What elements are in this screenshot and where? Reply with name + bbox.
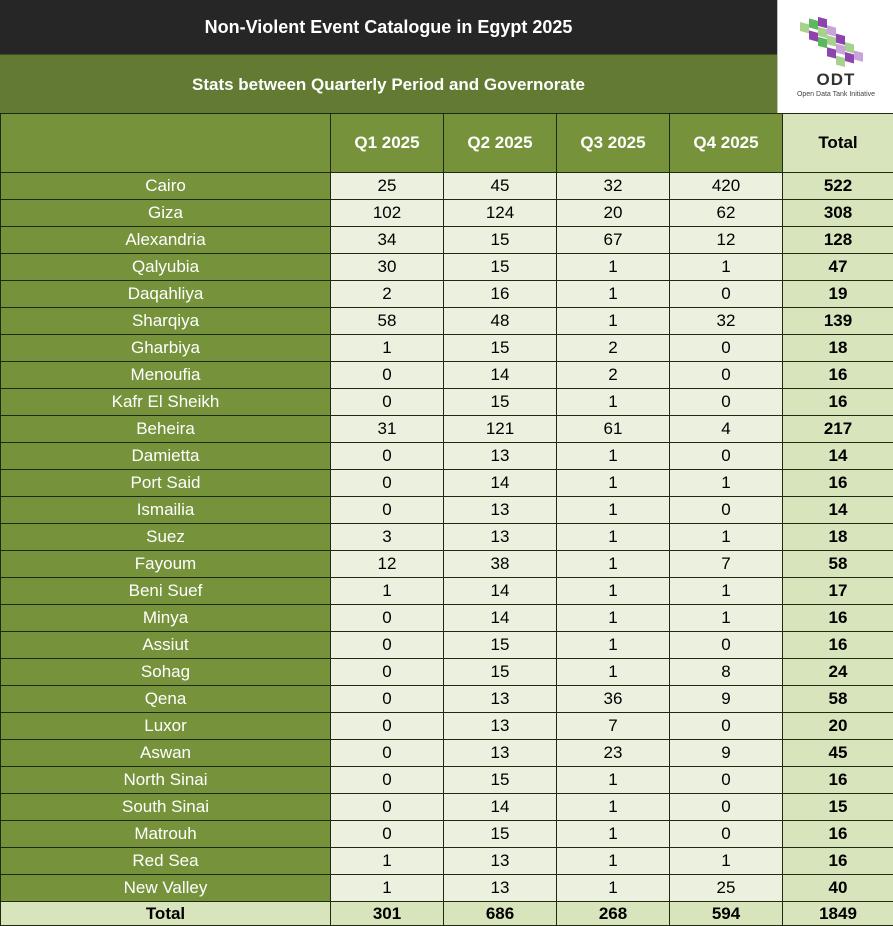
governorate-name: Red Sea bbox=[1, 848, 331, 875]
value-cell-q1: 0 bbox=[331, 794, 444, 821]
value-cell-q4: 0 bbox=[670, 362, 783, 389]
value-cell-q2: 15 bbox=[444, 389, 557, 416]
value-cell-q4: 1 bbox=[670, 848, 783, 875]
governorate-name: Ismailia bbox=[1, 497, 331, 524]
data-table bbox=[0, 113, 893, 926]
value-cell-q2: 15 bbox=[444, 254, 557, 281]
value-cell-q4: 1 bbox=[670, 578, 783, 605]
governorate-name: Assiut bbox=[1, 632, 331, 659]
value-cell-q3: 36 bbox=[557, 686, 670, 713]
value-cell-q1: 0 bbox=[331, 632, 444, 659]
table-row bbox=[1, 875, 893, 902]
value-cell-q4: 0 bbox=[670, 443, 783, 470]
row-total-cell: 308 bbox=[783, 200, 893, 227]
value-cell-q2: 14 bbox=[444, 362, 557, 389]
governorate-name: Beni Suef bbox=[1, 578, 331, 605]
logo-cube bbox=[818, 17, 827, 28]
value-cell-q3: 1 bbox=[557, 794, 670, 821]
table-row bbox=[1, 605, 893, 632]
value-cell-q2: 45 bbox=[444, 173, 557, 200]
col-header-q1: Q1 2025 bbox=[331, 114, 444, 173]
governorate-name: Kafr El Sheikh bbox=[1, 389, 331, 416]
table-row bbox=[1, 578, 893, 605]
governorate-name: Luxor bbox=[1, 713, 331, 740]
value-cell-q1: 1 bbox=[331, 848, 444, 875]
col-header-q3: Q3 2025 bbox=[557, 114, 670, 173]
value-cell-q3: 1 bbox=[557, 767, 670, 794]
logo-cube bbox=[818, 37, 827, 48]
value-cell-q3: 61 bbox=[557, 416, 670, 443]
table-row bbox=[1, 632, 893, 659]
value-cell-q1: 2 bbox=[331, 281, 444, 308]
value-cell-q1: 0 bbox=[331, 740, 444, 767]
value-cell-q4: 8 bbox=[670, 659, 783, 686]
row-total-cell: 19 bbox=[783, 281, 893, 308]
value-cell-q3: 32 bbox=[557, 173, 670, 200]
value-cell-q4: 0 bbox=[670, 497, 783, 524]
table-row bbox=[1, 524, 893, 551]
governorate-name: Matrouh bbox=[1, 821, 331, 848]
value-cell-q1: 0 bbox=[331, 362, 444, 389]
value-cell-q3: 1 bbox=[557, 659, 670, 686]
title-bar bbox=[0, 0, 777, 54]
value-cell-q3: 1 bbox=[557, 821, 670, 848]
corner-cell bbox=[1, 114, 331, 173]
governorate-name: Suez bbox=[1, 524, 331, 551]
col-header-q2: Q2 2025 bbox=[444, 114, 557, 173]
table-row bbox=[1, 416, 893, 443]
table-row bbox=[1, 497, 893, 524]
table-row bbox=[1, 335, 893, 362]
governorate-name: Aswan bbox=[1, 740, 331, 767]
governorate-name: Alexandria bbox=[1, 227, 331, 254]
row-total-cell: 16 bbox=[783, 848, 893, 875]
value-cell-q2: 15 bbox=[444, 227, 557, 254]
value-cell-q3: 1 bbox=[557, 551, 670, 578]
value-cell-q2: 38 bbox=[444, 551, 557, 578]
governorate-name: Qalyubia bbox=[1, 254, 331, 281]
header-row bbox=[1, 114, 893, 173]
governorate-name: Fayoum bbox=[1, 551, 331, 578]
value-cell-q2: 124 bbox=[444, 200, 557, 227]
table-row bbox=[1, 713, 893, 740]
row-total-cell: 47 bbox=[783, 254, 893, 281]
value-cell-q3: 1 bbox=[557, 578, 670, 605]
logo-cube bbox=[827, 47, 836, 58]
logo-cube bbox=[827, 35, 836, 46]
value-cell-q3: 1 bbox=[557, 281, 670, 308]
value-cell-q1: 34 bbox=[331, 227, 444, 254]
value-cell-q4: 1 bbox=[670, 605, 783, 632]
row-total-cell: 58 bbox=[783, 551, 893, 578]
table-row bbox=[1, 767, 893, 794]
table-row bbox=[1, 686, 893, 713]
value-cell-q3: 23 bbox=[557, 740, 670, 767]
row-total-cell: 522 bbox=[783, 173, 893, 200]
table-row bbox=[1, 821, 893, 848]
table-row bbox=[1, 551, 893, 578]
governorate-name: Giza bbox=[1, 200, 331, 227]
value-cell-q3: 67 bbox=[557, 227, 670, 254]
table-row bbox=[1, 740, 893, 767]
value-cell-q1: 0 bbox=[331, 470, 444, 497]
row-total-cell: 15 bbox=[783, 794, 893, 821]
value-cell-q4: 1 bbox=[670, 470, 783, 497]
row-total-cell: 20 bbox=[783, 713, 893, 740]
value-cell-q1: 1 bbox=[331, 578, 444, 605]
value-cell-q2: 13 bbox=[444, 875, 557, 902]
value-cell-q2: 13 bbox=[444, 497, 557, 524]
governorate-name: Damietta bbox=[1, 443, 331, 470]
logo-cube bbox=[845, 52, 854, 63]
value-cell-q2: 14 bbox=[444, 578, 557, 605]
value-cell-q1: 0 bbox=[331, 659, 444, 686]
table-row bbox=[1, 308, 893, 335]
total-row-label: Total bbox=[1, 902, 331, 926]
value-cell-q4: 9 bbox=[670, 686, 783, 713]
total-q4: 594 bbox=[670, 902, 783, 926]
value-cell-q2: 14 bbox=[444, 605, 557, 632]
value-cell-q1: 102 bbox=[331, 200, 444, 227]
total-q3: 268 bbox=[557, 902, 670, 926]
value-cell-q4: 0 bbox=[670, 335, 783, 362]
value-cell-q2: 13 bbox=[444, 524, 557, 551]
value-cell-q4: 9 bbox=[670, 740, 783, 767]
row-total-cell: 18 bbox=[783, 524, 893, 551]
table-row bbox=[1, 173, 893, 200]
value-cell-q1: 0 bbox=[331, 767, 444, 794]
governorate-name: South Sinai bbox=[1, 794, 331, 821]
value-cell-q3: 1 bbox=[557, 605, 670, 632]
col-header-q4: Q4 2025 bbox=[670, 114, 783, 173]
row-total-cell: 139 bbox=[783, 308, 893, 335]
row-total-cell: 16 bbox=[783, 605, 893, 632]
value-cell-q4: 62 bbox=[670, 200, 783, 227]
value-cell-q1: 25 bbox=[331, 173, 444, 200]
value-cell-q1: 3 bbox=[331, 524, 444, 551]
logo-name: ODT bbox=[778, 70, 893, 90]
governorate-name: Beheira bbox=[1, 416, 331, 443]
value-cell-q4: 420 bbox=[670, 173, 783, 200]
logo-cube bbox=[845, 42, 854, 53]
value-cell-q3: 1 bbox=[557, 497, 670, 524]
value-cell-q2: 13 bbox=[444, 740, 557, 767]
table-body bbox=[1, 173, 893, 902]
logo-cube bbox=[836, 34, 845, 45]
governorate-name: New Valley bbox=[1, 875, 331, 902]
governorate-name: Gharbiya bbox=[1, 335, 331, 362]
value-cell-q4: 0 bbox=[670, 389, 783, 416]
row-total-cell: 16 bbox=[783, 389, 893, 416]
value-cell-q2: 13 bbox=[444, 848, 557, 875]
value-cell-q1: 1 bbox=[331, 875, 444, 902]
row-total-cell: 18 bbox=[783, 335, 893, 362]
governorate-name: Minya bbox=[1, 605, 331, 632]
logo-cube bbox=[836, 44, 845, 55]
value-cell-q3: 1 bbox=[557, 470, 670, 497]
value-cell-q1: 0 bbox=[331, 497, 444, 524]
governorate-name: Sohag bbox=[1, 659, 331, 686]
row-total-cell: 217 bbox=[783, 416, 893, 443]
value-cell-q2: 15 bbox=[444, 335, 557, 362]
row-total-cell: 16 bbox=[783, 767, 893, 794]
governorate-name: Daqahliya bbox=[1, 281, 331, 308]
value-cell-q2: 15 bbox=[444, 821, 557, 848]
row-total-cell: 14 bbox=[783, 443, 893, 470]
value-cell-q3: 1 bbox=[557, 875, 670, 902]
value-cell-q4: 12 bbox=[670, 227, 783, 254]
total-row bbox=[1, 902, 893, 926]
value-cell-q3: 7 bbox=[557, 713, 670, 740]
value-cell-q4: 0 bbox=[670, 632, 783, 659]
value-cell-q4: 0 bbox=[670, 821, 783, 848]
value-cell-q4: 0 bbox=[670, 767, 783, 794]
value-cell-q1: 30 bbox=[331, 254, 444, 281]
value-cell-q3: 2 bbox=[557, 362, 670, 389]
grand-total: 1849 bbox=[783, 902, 893, 926]
value-cell-q2: 15 bbox=[444, 767, 557, 794]
value-cell-q4: 25 bbox=[670, 875, 783, 902]
governorate-name: Port Said bbox=[1, 470, 331, 497]
value-cell-q1: 0 bbox=[331, 713, 444, 740]
value-cell-q2: 14 bbox=[444, 470, 557, 497]
logo-cube bbox=[827, 25, 836, 36]
value-cell-q2: 15 bbox=[444, 632, 557, 659]
value-cell-q4: 0 bbox=[670, 794, 783, 821]
table-row bbox=[1, 200, 893, 227]
table-row bbox=[1, 443, 893, 470]
value-cell-q2: 14 bbox=[444, 794, 557, 821]
logo-cube bbox=[800, 22, 809, 33]
value-cell-q4: 32 bbox=[670, 308, 783, 335]
table-row bbox=[1, 227, 893, 254]
logo-cube bbox=[854, 50, 863, 61]
logo-tagline: Open Data Tank Initiative bbox=[778, 91, 893, 98]
value-cell-q1: 12 bbox=[331, 551, 444, 578]
row-total-cell: 58 bbox=[783, 686, 893, 713]
value-cell-q2: 16 bbox=[444, 281, 557, 308]
value-cell-q3: 2 bbox=[557, 335, 670, 362]
table-row bbox=[1, 659, 893, 686]
value-cell-q2: 121 bbox=[444, 416, 557, 443]
row-total-cell: 45 bbox=[783, 740, 893, 767]
value-cell-q3: 20 bbox=[557, 200, 670, 227]
row-total-cell: 128 bbox=[783, 227, 893, 254]
value-cell-q4: 7 bbox=[670, 551, 783, 578]
row-total-cell: 16 bbox=[783, 470, 893, 497]
table-row bbox=[1, 794, 893, 821]
value-cell-q1: 1 bbox=[331, 335, 444, 362]
col-header-total: Total bbox=[783, 114, 893, 173]
logo-cube bbox=[809, 18, 818, 29]
value-cell-q1: 58 bbox=[331, 308, 444, 335]
table-row bbox=[1, 362, 893, 389]
value-cell-q3: 1 bbox=[557, 389, 670, 416]
value-cell-q1: 0 bbox=[331, 821, 444, 848]
row-total-cell: 16 bbox=[783, 821, 893, 848]
page-title: Non-Violent Event Catalogue in Egypt 2025 bbox=[205, 17, 573, 38]
value-cell-q1: 31 bbox=[331, 416, 444, 443]
value-cell-q4: 1 bbox=[670, 254, 783, 281]
table-row bbox=[1, 848, 893, 875]
page-subtitle: Stats between Quarterly Period and Governorate bbox=[192, 75, 585, 95]
value-cell-q4: 1 bbox=[670, 524, 783, 551]
value-cell-q1: 0 bbox=[331, 686, 444, 713]
value-cell-q2: 13 bbox=[444, 443, 557, 470]
value-cell-q2: 13 bbox=[444, 686, 557, 713]
total-q2: 686 bbox=[444, 902, 557, 926]
logo bbox=[777, 0, 893, 113]
row-total-cell: 17 bbox=[783, 578, 893, 605]
value-cell-q4: 0 bbox=[670, 281, 783, 308]
governorate-name: Qena bbox=[1, 686, 331, 713]
value-cell-q3: 1 bbox=[557, 254, 670, 281]
value-cell-q2: 13 bbox=[444, 713, 557, 740]
governorate-name: Menoufia bbox=[1, 362, 331, 389]
value-cell-q1: 0 bbox=[331, 605, 444, 632]
governorate-name: North Sinai bbox=[1, 767, 331, 794]
logo-cube bbox=[818, 27, 827, 38]
value-cell-q1: 0 bbox=[331, 389, 444, 416]
row-total-cell: 16 bbox=[783, 632, 893, 659]
table-row bbox=[1, 281, 893, 308]
cube-logo-icon bbox=[800, 12, 872, 68]
value-cell-q2: 15 bbox=[444, 659, 557, 686]
value-cell-q2: 48 bbox=[444, 308, 557, 335]
governorate-name: Cairo bbox=[1, 173, 331, 200]
value-cell-q3: 1 bbox=[557, 308, 670, 335]
row-total-cell: 14 bbox=[783, 497, 893, 524]
value-cell-q3: 1 bbox=[557, 524, 670, 551]
total-q1: 301 bbox=[331, 902, 444, 926]
subtitle-bar bbox=[0, 54, 777, 114]
row-total-cell: 40 bbox=[783, 875, 893, 902]
table-row bbox=[1, 470, 893, 497]
table-row bbox=[1, 389, 893, 416]
value-cell-q1: 0 bbox=[331, 443, 444, 470]
logo-cube bbox=[809, 30, 818, 41]
value-cell-q3: 1 bbox=[557, 632, 670, 659]
row-total-cell: 24 bbox=[783, 659, 893, 686]
value-cell-q4: 4 bbox=[670, 416, 783, 443]
value-cell-q3: 1 bbox=[557, 848, 670, 875]
governorate-name: Sharqiya bbox=[1, 308, 331, 335]
logo-cube bbox=[836, 56, 845, 67]
value-cell-q3: 1 bbox=[557, 443, 670, 470]
value-cell-q4: 0 bbox=[670, 713, 783, 740]
table-row bbox=[1, 254, 893, 281]
row-total-cell: 16 bbox=[783, 362, 893, 389]
